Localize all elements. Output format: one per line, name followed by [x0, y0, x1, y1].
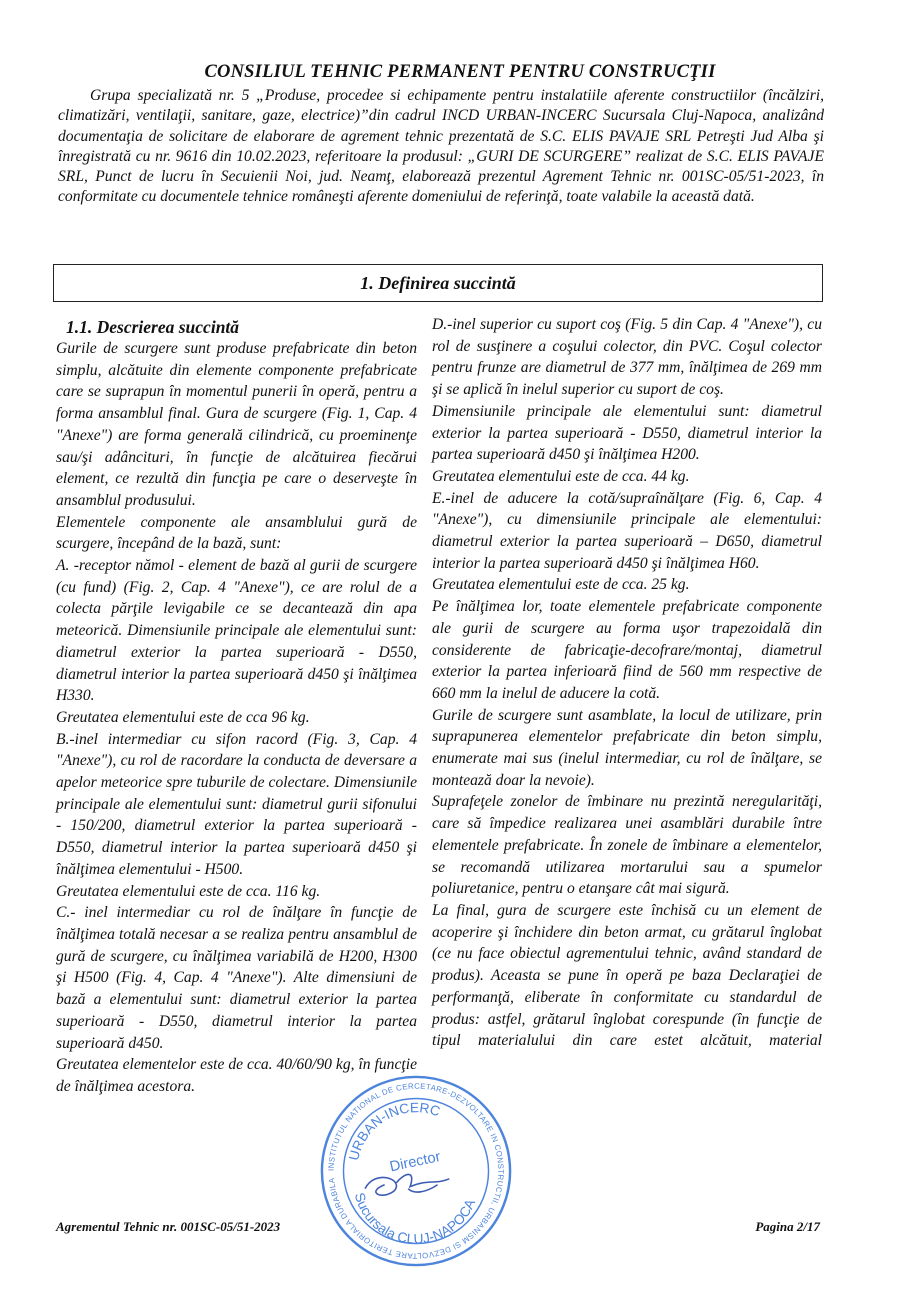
- page-title: CONSILIUL TEHNIC PERMANENT PENTRU CONSTRUCŢII: [204, 62, 716, 82]
- paragraph: Elementele componente ale ansamblului gură de scurgere, începând de la bază, sunt:: [56, 513, 417, 553]
- paragraph: Gurile de scurgere sunt produse prefabricate din beton simplu, alcătuite din elemente componente prefabricate care se suprapun în momentul punerii în operă, pentru a forma ansamblul final. Gura de scurgere (Fig. 1, Cap. 4 "Anexe") are forma generală cilindrică, cu proeminenţe sau/şi adâncituri, în funcţie de alcătuirea fiecărui element, ce rezultă din funcţia pe care o deserveşte în ansamblul produsului.: [56, 340, 417, 509]
- paragraph: Gurile de scurgere sunt asamblate, la locul de utilizare, prin suprapunerea elementelor prefabricate din beton simplu, enumerate mai sus (inelul intermediar, cu rol de înălţare, se montează doar la nevoie).: [432, 706, 822, 789]
- paragraph: A. -receptor nămol - element de bază al gurii de scurgere (cu fund) (Fig. 2, Cap. 4 "Anexe"), ce are rolul de a colecta părţile levigabile ce se decantează din apa meteorică. Dimensiunile principale ale elementului sunt: diametrul exterior la partea superioară - D550, diametrul interior la partea superioară d450 şi înălţimea H330.: [56, 557, 417, 705]
- signature: [365, 1174, 449, 1195]
- footer-document-id: Agrementul Tehnic nr. 001SC-05/51-2023: [56, 1219, 281, 1234]
- official-stamp: [318, 1073, 514, 1269]
- stamp-inner-top: URBAN-INCERC: [346, 1100, 442, 1162]
- paragraph: Greutatea elementelor este de cca. 40/60/90 kg, în funcţie de înălţimea acestora.: [56, 1056, 417, 1095]
- paragraph: Greutatea elementului este de cca. 44 kg.: [432, 467, 690, 485]
- paragraph: B.-inel intermediar cu sifon racord (Fig. 3, Cap. 4 "Anexe"), cu rol de racordare la conducta de deversare a apelor meteorice spre tuburile de colectare. Dimensiunile principale ale elementului sunt: diametrul gurii sifonului - 150/200, diametrul exterior la partea superioară - D550, diametrul interior la partea superioară d450 şi înălţimea elementului - H500.: [56, 730, 417, 878]
- intro-paragraph: Grupa specializată nr. 5 „Produse, procedee si echipamente pentru instalatiile aferente constructiilor (încălziri, climatizări, ventilaţii, sanitare, gaze, electrice)”din cadrul INCD URBAN-INCERC Sucursala Cluj-Napoca, analizând documentaţia de solicitare de elaborare de agrement tehnic prezentată de S.C. ELIS PAVAJE SRL Petreşti Jud Alba şi înregistrată cu nr. 9616 din 10.02.2023, referitoare la produsul: „GURI DE SCURGERE” realizat de S.C. ELIS PAVAJE SRL, Punct de lucru în Secuienii Noi, jud. Neamţ, elaborează prezentul Agrement Tehnic nr. 001SC-05/51-2023, în conformitate cu documentele tehnice româneşti aferente domeniului de referinţă, toate valabile la această dată.: [58, 87, 824, 206]
- paragraph: Greutatea elementului este de cca 96 kg.: [56, 708, 310, 726]
- paragraph: La final, gura de scurgere este închisă cu un element de acoperire şi închidere din beton armat, cu grătarul înglobat (ce nu face obiectul agrementului tehnic, având standard de produs). Aceasta se pune în operă pe baza Declaraţiei de performanţă, eliberate în conformitate cu standardul de produs: astfel, grătarul înglobat corespunde (în funcţie de tipul materialului din care estet alcătuit, material: [432, 901, 822, 1050]
- paragraph: Greutatea elementului este de cca. 116 kg.: [56, 882, 321, 900]
- stamp-inner-bottom: Sucursala CLUJ-NAPOCA: [351, 1190, 479, 1247]
- footer-page-number: Pagina 2/17: [755, 1219, 820, 1234]
- paragraph: Dimensiunile principale ale elementului sunt: diametrul exterior la partea superioară - D550, diametrul interior la partea superioară d450 şi înălţimea H200.: [432, 402, 822, 464]
- subsection-heading: 1.1. Descrierea succintă: [66, 317, 240, 337]
- paragraph: Suprafeţele zonelor de îmbinare nu prezintă neregularităţi, care să împedice realizarea unei asamblări durabile între elementele prefabricate. În zonele de îmbinare a elementelor, se recomandă utilizarea mortarului sau a spumelor poliuretanice, pentru o etanşare cât mai sigură.: [432, 793, 822, 898]
- stamp-center: Director: [388, 1149, 442, 1176]
- paragraph: D.-inel superior cu suport coş (Fig. 5 din Cap. 4 "Anexe"), cu rol de susţinere a coşului colector, din PVC. Coşul colector pentru frunze are diametrul de 377 mm, înălţimea de 269 mm şi se aplică în inelul superior cu suport de coş.: [432, 316, 822, 399]
- paragraph: Greutatea elementului este de cca. 25 kg.: [432, 576, 690, 594]
- stamp-outer-text: INSTITUTUL NATIONAL DE CERCETARE-DEZVOLTARE IN CONSTRUCTII, URBANISM SI DEZVOLTARE TERITORIALA DURABILA: [326, 1081, 506, 1261]
- right-column: [432, 314, 822, 1052]
- section-heading: 1. Definirea succintă: [53, 264, 823, 302]
- paragraph: C.- inel intermediar cu rol de înălţare în funcţie de înălţimea totală necesar a se realiza pentru ansamblul de gură de scurgere, cu înălţimea variabilă de H200, H300 şi H500 (Fig. 4, Cap. 4 "Anexe"). Alte dimensiuni de bază a elementului sunt: diametrul exterior la partea superioară - D550, diametrul interior la partea superioară d450.: [56, 904, 417, 1052]
- paragraph: Pe înălţimea lor, toate elementele prefabricate componente ale gurii de scurgere au forma uşor trapezoidală din considerente de fabricaţie-decofrare/montaj, diametrul exterior la partea inferioară fiind de 560 mm respective de 660 mm la inelul de aducere la cotă.: [432, 598, 822, 702]
- paragraph: E.-inel de aducere la cotă/supraînălţare (Fig. 6, Cap. 4 "Anexe"), cu dimensiunile principale ale elementului: diametrul exterior la partea superioară – D650, diametrul interior la partea superioară d450 şi înălţimea H60.: [432, 489, 822, 572]
- left-column: [56, 316, 417, 1098]
